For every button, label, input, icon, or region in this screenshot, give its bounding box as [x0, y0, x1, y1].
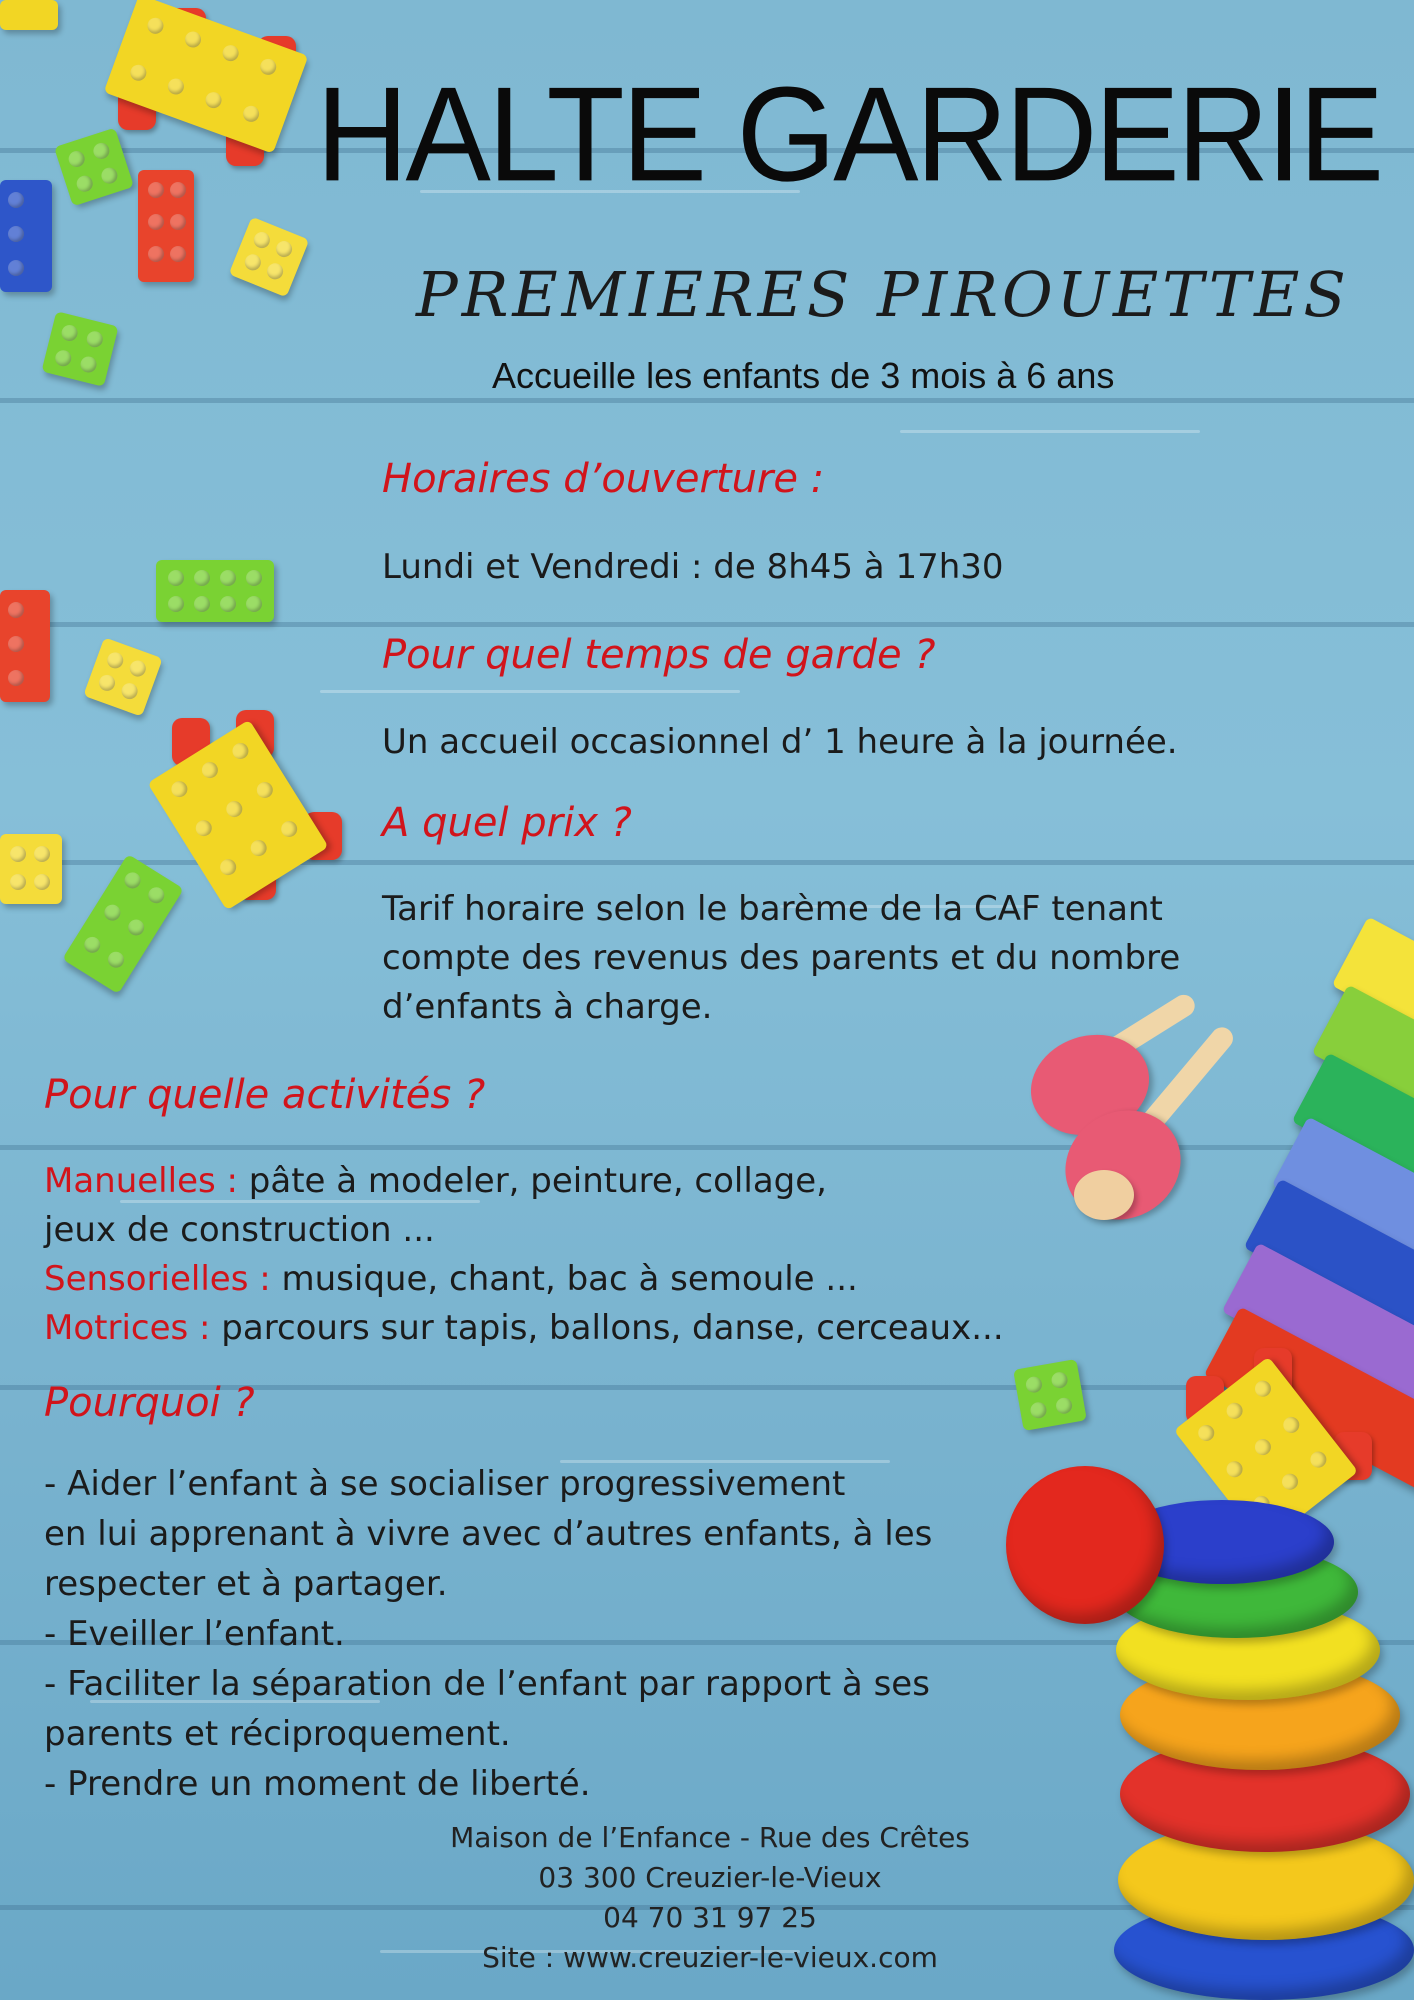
footer-phone: 04 70 31 97 25 [603, 1901, 817, 1934]
text-line: compte des revenus des parents et du nombre [382, 938, 1181, 978]
text-line: jeux de construction ... [44, 1210, 435, 1250]
text-line: - Eveiller l’enfant. [44, 1614, 345, 1654]
section-heading-horaires: Horaires d’ouverture : [382, 456, 825, 502]
section-body-horaires [382, 543, 1004, 592]
section-body-prix [382, 885, 1180, 1032]
text-line: - Aider l’enfant à se socialiser progressivement [44, 1464, 846, 1504]
lego-brick-red [138, 170, 194, 282]
footer-contact [320, 1818, 1100, 1978]
activity-sensorielles [44, 1255, 1004, 1304]
section-heading-activites: Pour quelle activités ? [44, 1072, 486, 1118]
text-line: - Prendre un moment de liberté. [44, 1764, 591, 1804]
page-subtitle: PREMIERES PIROUETTES [416, 258, 1350, 331]
section-body-pourquoi [44, 1459, 932, 1809]
text-line: en lui apprenant à vivre avec d’autres enfants, à les [44, 1514, 933, 1554]
lego-brick-green [1013, 1359, 1087, 1431]
text-line: Tarif horaire selon le barème de la CAF tenant [382, 889, 1163, 929]
activity-motrices [44, 1304, 1004, 1353]
lego-brick-yellow [0, 0, 58, 30]
footer-website-link[interactable]: Site : www.creuzier-le-vieux.com [482, 1941, 938, 1974]
lego-brick-red [0, 590, 50, 702]
section-heading-temps: Pour quel temps de garde ? [382, 632, 936, 678]
lego-brick-yellow [0, 834, 62, 904]
text-line: d’enfants à charge. [382, 987, 713, 1027]
activity-text: musique, chant, bac à semoule ... [270, 1259, 858, 1299]
footer-address: Maison de l’Enfance - Rue des Crêtes [450, 1821, 970, 1854]
text-line: - Faciliter la séparation de l’enfant par rapport à ses [44, 1664, 930, 1704]
section-heading-pourquoi: Pourquoi ? [44, 1380, 255, 1426]
page-title: HALTE GARDERIE [316, 59, 1382, 210]
text-line: Lundi et Vendredi : de 8h45 à 17h30 [382, 547, 1004, 587]
text-line: parents et réciproquement. [44, 1714, 511, 1754]
section-body-temps [382, 718, 1178, 767]
section-heading-prix: A quel prix ? [382, 800, 632, 846]
lego-brick-blue [0, 180, 52, 292]
activity-label: Manuelles : [44, 1161, 238, 1201]
activity-text: parcours sur tapis, ballons, danse, cerceaux... [210, 1308, 1004, 1348]
lego-brick-green [156, 560, 274, 622]
text-line: Un accueil occasionnel d’ 1 heure à la journée. [382, 722, 1178, 762]
section-body-activites [44, 1157, 1004, 1353]
text-line: respecter et à partager. [44, 1564, 448, 1604]
activity-label: Sensorielles : [44, 1259, 271, 1299]
activity-manuelles [44, 1157, 1004, 1206]
activity-label: Motrices : [44, 1308, 211, 1348]
activity-text: pâte à modeler, peinture, collage, [237, 1161, 827, 1201]
footer-city: 03 300 Creuzier-le-Vieux [538, 1861, 882, 1894]
tagline: Accueille les enfants de 3 mois à 6 ans [492, 355, 1115, 396]
